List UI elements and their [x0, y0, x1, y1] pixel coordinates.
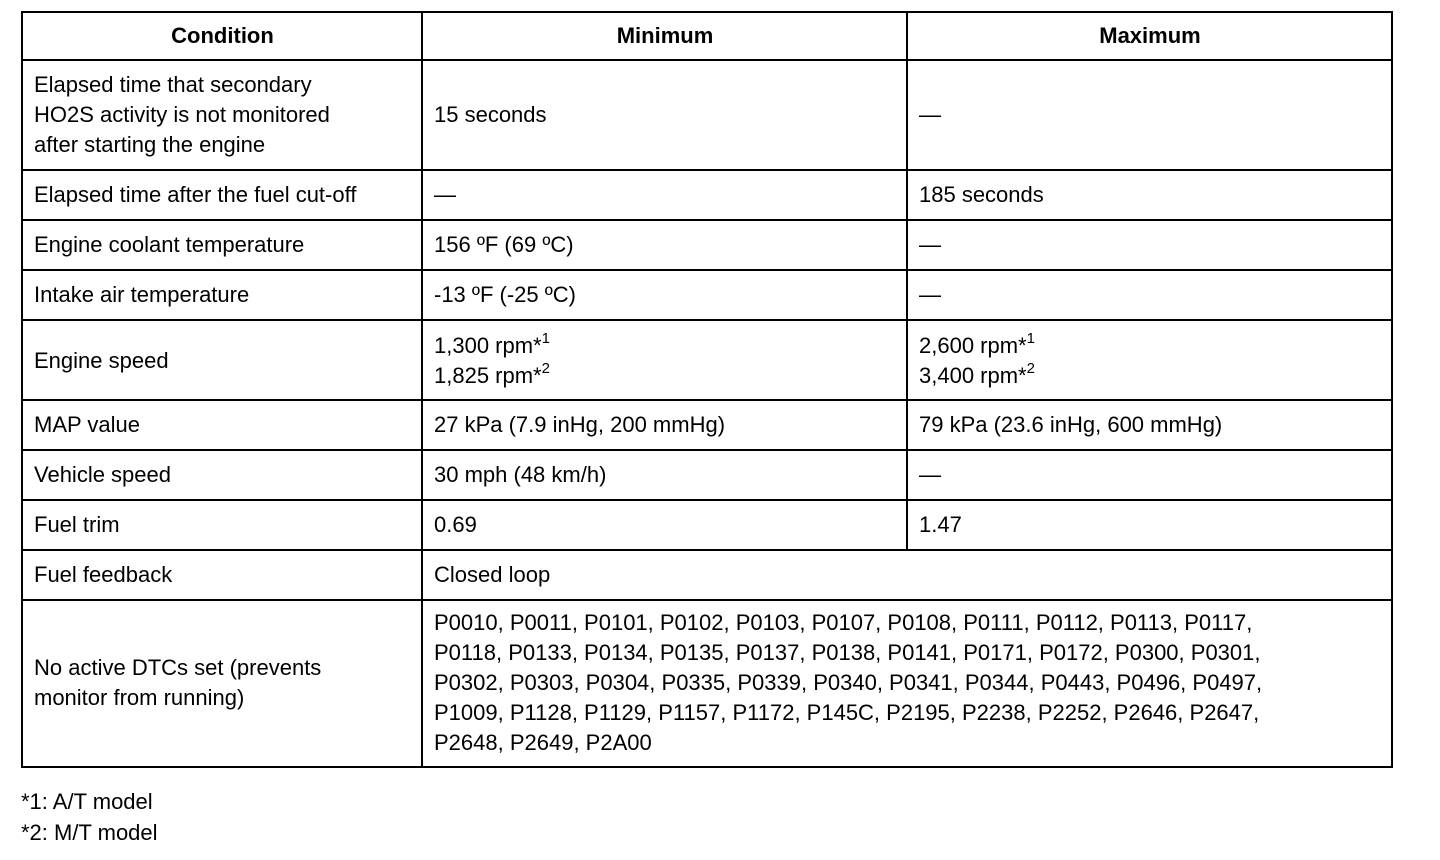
table-row	[22, 500, 1392, 550]
footnote-ref: 2	[1026, 359, 1035, 377]
dtc-line: P0010, P0011, P0101, P0102, P0103, P0107, P0108, P0111, P0112, P0113, P0117,	[434, 610, 1253, 635]
table-row	[22, 60, 1392, 170]
condition-cell: Fuel trim	[22, 500, 422, 550]
rpm-line	[434, 331, 896, 361]
maximum-cell: —	[907, 270, 1392, 320]
header-condition: Condition	[22, 12, 422, 60]
dtc-line: P1009, P1128, P1129, P1157, P1172, P145C, P2195, P2238, P2252, P2646, P2647,	[434, 700, 1260, 725]
header-maximum: Maximum	[907, 12, 1392, 60]
maximum-cell: —	[907, 220, 1392, 270]
minimum-cell: 30 mph (48 km/h)	[422, 450, 907, 500]
table-row	[22, 550, 1392, 600]
rpm-value: 3,400 rpm*	[919, 363, 1027, 388]
footnote-ref: 1	[541, 329, 550, 347]
maximum-cell: 1.47	[907, 500, 1392, 550]
footnote-ref: 2	[541, 359, 550, 377]
table-header-row	[22, 12, 1392, 60]
condition-cell: Vehicle speed	[22, 450, 422, 500]
rpm-line	[919, 361, 1381, 391]
minimum-cell: 15 seconds	[422, 60, 907, 170]
condition-cell: Intake air temperature	[22, 270, 422, 320]
condition-cell: MAP value	[22, 400, 422, 450]
condition-cell: Engine speed	[22, 320, 422, 400]
minimum-cell: —	[422, 170, 907, 220]
condition-line: HO2S activity is not monitored	[34, 102, 330, 127]
dtc-line: P2648, P2649, P2A00	[434, 730, 652, 755]
maximum-cell: 185 seconds	[907, 170, 1392, 220]
minimum-cell: 156 ºF (69 ºC)	[422, 220, 907, 270]
table-row	[22, 170, 1392, 220]
table-row	[22, 400, 1392, 450]
header-minimum: Minimum	[422, 12, 907, 60]
footnote-1: *1: A/T model	[21, 789, 153, 814]
condition-cell: Elapsed time after the fuel cut-off	[22, 170, 422, 220]
minimum-cell: -13 ºF (-25 ºC)	[422, 270, 907, 320]
condition-line: monitor from running)	[34, 685, 245, 710]
minimum-cell: 27 kPa (7.9 inHg, 200 mmHg)	[422, 400, 907, 450]
table-row	[22, 450, 1392, 500]
dtc-line: P0118, P0133, P0134, P0135, P0137, P0138, P0141, P0171, P0172, P0300, P0301,	[434, 640, 1261, 665]
condition-cell	[22, 60, 422, 170]
minimum-cell: 0.69	[422, 500, 907, 550]
rpm-value: 1,300 rpm*	[434, 333, 542, 358]
rpm-value: 1,825 rpm*	[434, 363, 542, 388]
condition-cell	[22, 600, 422, 767]
table-row	[22, 600, 1392, 767]
minimum-cell	[422, 320, 907, 400]
rpm-line	[919, 331, 1381, 361]
maximum-cell: 79 kPa (23.6 inHg, 600 mmHg)	[907, 400, 1392, 450]
footnotes	[21, 786, 158, 848]
rpm-value: 2,600 rpm*	[919, 333, 1027, 358]
rpm-line	[434, 361, 896, 391]
condition-line: after starting the engine	[34, 132, 266, 157]
table-row	[22, 220, 1392, 270]
footnote-2: *2: M/T model	[21, 820, 158, 845]
maximum-cell: —	[907, 60, 1392, 170]
maximum-cell	[907, 320, 1392, 400]
condition-line: No active DTCs set (prevents	[34, 655, 322, 680]
table-row	[22, 320, 1392, 400]
condition-line: Elapsed time that secondary	[34, 72, 312, 97]
maximum-cell: —	[907, 450, 1392, 500]
dtc-list-cell	[422, 600, 1392, 767]
table-row	[22, 270, 1392, 320]
condition-cell: Fuel feedback	[22, 550, 422, 600]
condition-cell: Engine coolant temperature	[22, 220, 422, 270]
dtc-line: P0302, P0303, P0304, P0335, P0339, P0340, P0341, P0344, P0443, P0496, P0497,	[434, 670, 1263, 695]
monitor-conditions-table	[21, 11, 1393, 768]
value-cell: Closed loop	[422, 550, 1392, 600]
footnote-ref: 1	[1026, 329, 1035, 347]
